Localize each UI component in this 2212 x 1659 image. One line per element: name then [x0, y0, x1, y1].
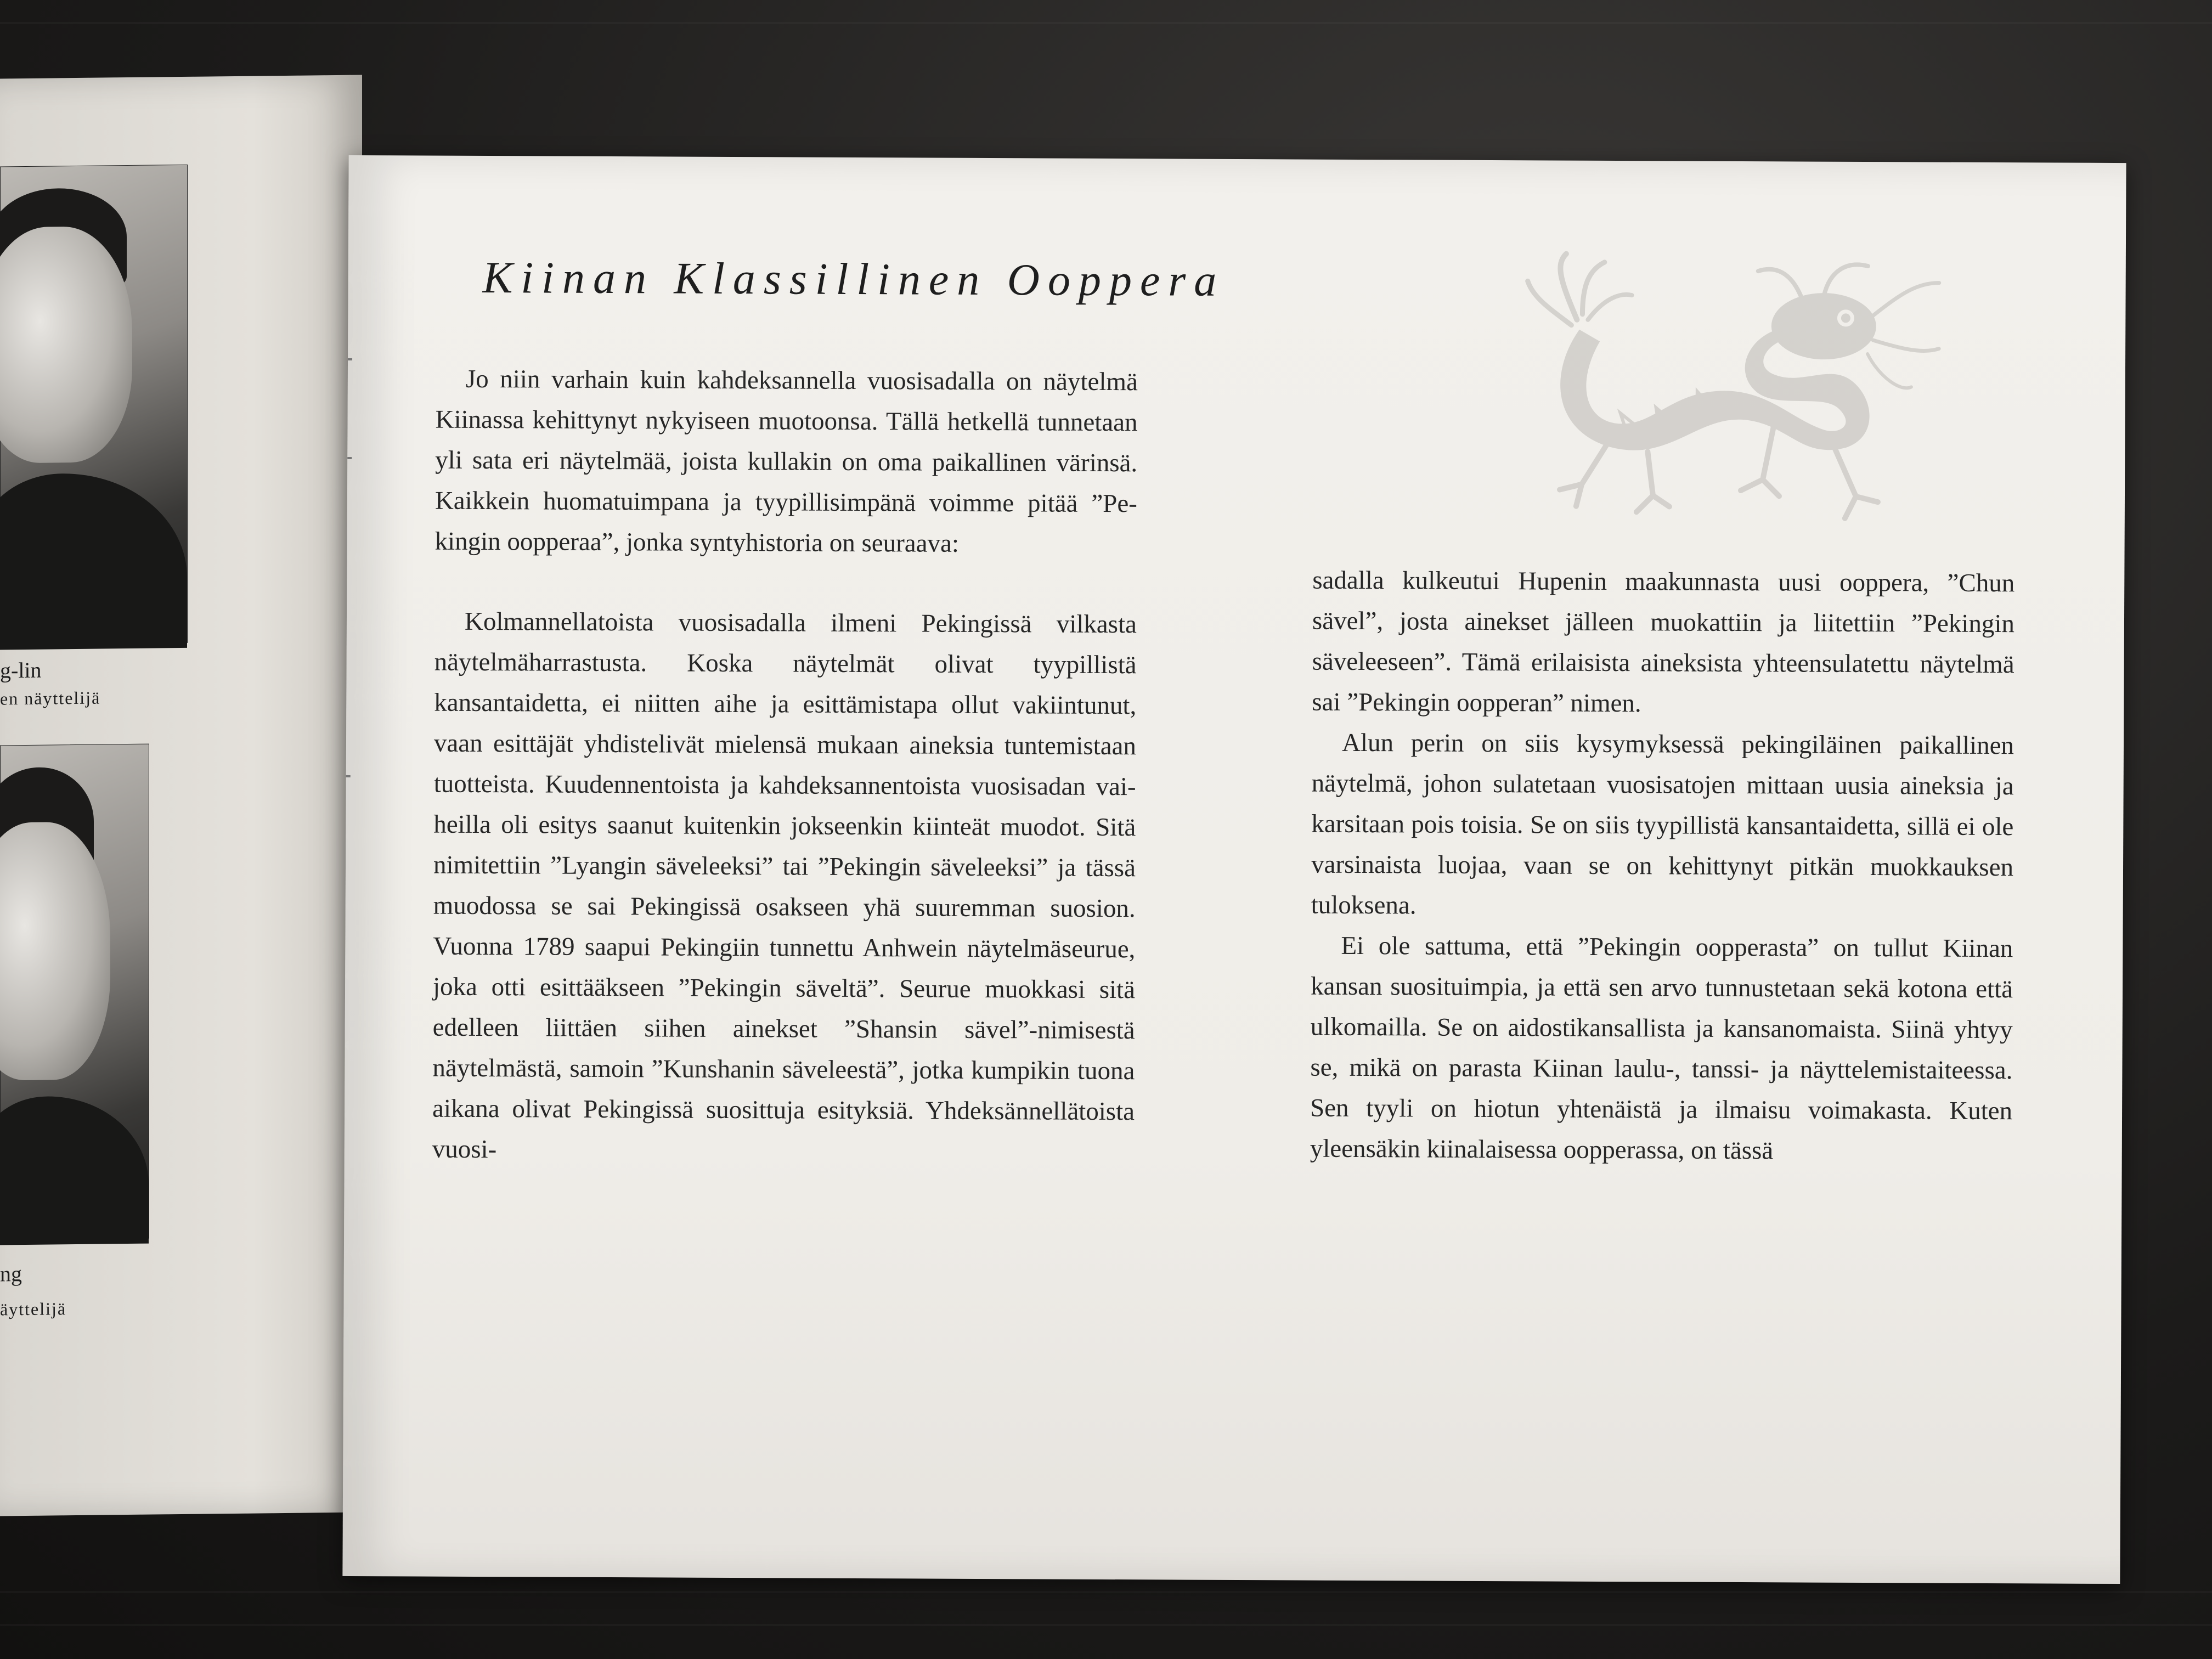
paragraph: Kolmannellatoista vuosisadalla ilmeni Pekingissä vilkasta näytelmäharrastusta. Koska näytelmät olivat tyypillistä kansantaidetta, ei niitten aihe ja esittämistapa ollut vakiintunut, vaan esittäjät yhdistelivät mielensä mukaan aineksia tuntemistaan tuotteista. Kuudennentoista ja kahdeksannentoista vuosisadan vaiheilla oli esitys saanut kuitenkin jokseenkin kiinteät muodot. Sitä nimitettiin ”Lyangin säveleeksi” tai ”Pekingin säveleeksi” ja tässä muodossa se sai Pekingissä osakseen yhä suuremman suosion. Vuonna 1789 saapui Pekingiin tunnettu Anhwein näytelmäseurue, joka otti esittääkseen ”Pekingin säveltä”. Seurue muokkasi sitä edelleen liittäen siihen ainekset ”Shansin sävel”-nimisestä näytelmästä, samoin ”Kunshanin säveleestä”, jotka kumpikin tuona aikana olivat Pekingissä suosittuja esityksiä. Yhdeksännellätoista vuosi- — [432, 607, 1137, 1164]
left-page — [0, 75, 362, 1516]
binding-stitch — [348, 358, 352, 360]
dragon-illustration-icon — [1516, 248, 1945, 535]
caption-name-2: ng — [0, 1261, 22, 1286]
caption-role-1: en näyttelijä — [0, 687, 101, 709]
paragraph: sadalla kulkeutui Hupenin maakunnasta uusi ooppera, ”Chun sävel”, josta ainekset jälleen muokattiin ja liitettiin ”Pekingin säveleeseen”. Tämä erilaisista aineksista yhteensulatettu näytelmä sai ”Pekingin oopperan” nimen. — [1312, 566, 2015, 718]
text-column-right — [1310, 560, 2015, 1172]
paragraph: Ei ole sattuma, että ”Pekingin oopperasta” on tullut Kiinan kansan suosituimpia, ja että sen arvo tunnustetaan sekä kotona että ulkomailla. Se on aidostikansallista ja kansanomaista. Siinä yhtyy se, mikä on parasta Kiinan laulu-, tanssi- ja näyttelemistaiteessa. Sen tyyli on hiotun yhtenäistä ja ilmaisu voimakasta. Kuten yleensäkin kiinalaisessa oopperassa, on tässä — [1310, 931, 2013, 1165]
portrait-photo-2 — [0, 744, 149, 1240]
portrait-photo-1 — [0, 165, 188, 645]
caption-name-1: g-lin — [0, 657, 42, 683]
binding-stitch — [346, 775, 351, 777]
page-title: Kiinan Klassillinen Ooppera — [482, 252, 1225, 306]
caption-role-2: äyttelijä — [0, 1299, 67, 1319]
paragraph: Jo niin varhain kuin kahdeksannella vuosisadalla on näytelmä Kiinassa kehittynyt nykyiseen muotoonsa. Tällä hetkellä tunnetaan yli sata eri näytelmää, joista kullakin on oma paikallinen värinsä. Kaikkein huomatuimpana ja tyypillisimpänä voimme pitää ”Pekingin oopperaa”, jonka syntyhistoria on seuraava: — [435, 364, 1138, 558]
main-page — [342, 155, 2126, 1584]
paragraph: Alun perin on siis kysymyksessä pekingiläinen paikallinen näytelmä, johon sulatetaan vuosisatojen mittaan uusia aineksia ja karsitaan pois toisia. Se on siis tyypillistä kansantaidetta, sillä ei ole varsinaista luojaa, vaan se on kehittynyt pitkän muokkauksen tuloksena. — [1311, 728, 2015, 920]
text-column-left — [432, 359, 1138, 1173]
binding-stitch — [347, 457, 352, 459]
